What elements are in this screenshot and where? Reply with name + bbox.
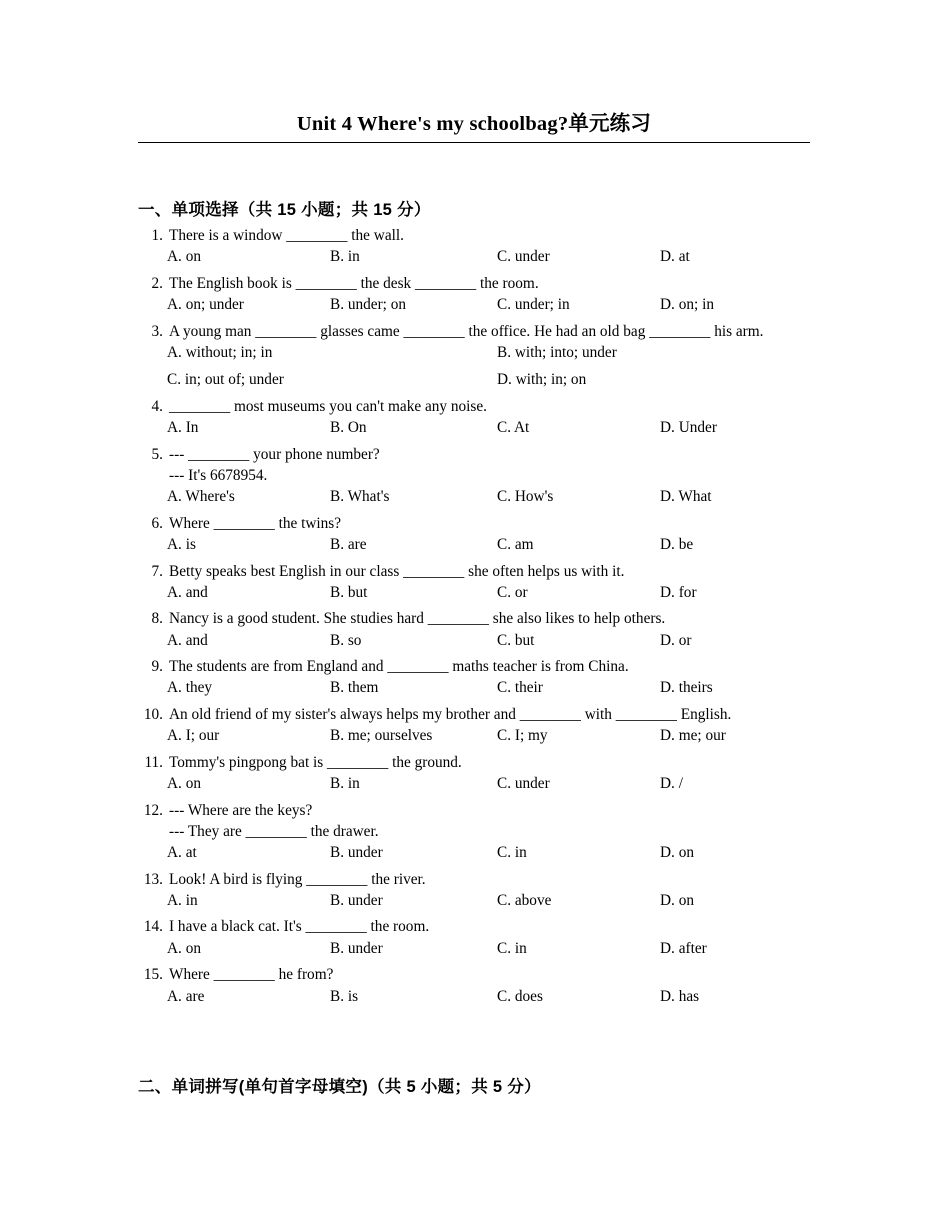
option-row bbox=[138, 893, 838, 912]
question-item bbox=[138, 919, 838, 959]
question-option[interactable]: B. under bbox=[330, 939, 383, 957]
option-row bbox=[138, 845, 838, 864]
question-option[interactable]: C. in; out of; under bbox=[167, 370, 284, 388]
question-option[interactable]: C. in bbox=[497, 844, 527, 862]
question-item bbox=[138, 447, 838, 509]
question-option[interactable]: A. on; under bbox=[167, 296, 244, 314]
question-option[interactable]: C. their bbox=[497, 679, 543, 697]
question-option[interactable]: B. in bbox=[330, 248, 360, 266]
question-item bbox=[138, 324, 838, 391]
question-option[interactable]: A. on bbox=[167, 775, 201, 793]
question-option[interactable]: B. under bbox=[330, 844, 383, 862]
question-stem bbox=[138, 447, 838, 462]
question-number: 1. bbox=[151, 227, 163, 244]
question-stem bbox=[138, 276, 838, 291]
question-text: The students are from England and ________ maths teacher is from China. bbox=[169, 658, 629, 676]
question-number: 12. bbox=[143, 801, 163, 819]
question-option[interactable]: B. What's bbox=[330, 488, 390, 506]
question-option[interactable]: D. be bbox=[660, 536, 694, 554]
question-item bbox=[138, 516, 838, 556]
question-stem bbox=[138, 611, 838, 626]
question-option[interactable]: D. with; in; on bbox=[497, 370, 587, 388]
question-option[interactable]: C. under; in bbox=[497, 296, 570, 314]
question-stem-line2: --- It's 6678954. bbox=[169, 466, 268, 484]
question-option[interactable]: D. What bbox=[660, 488, 712, 506]
question-option[interactable]: A. I; our bbox=[167, 727, 220, 745]
question-stem bbox=[138, 659, 838, 674]
question-option[interactable]: A. is bbox=[167, 536, 196, 554]
question-stem bbox=[138, 967, 838, 982]
option-row bbox=[138, 345, 838, 364]
question-number: 10. bbox=[143, 705, 163, 723]
question-text: There is a window ________ the wall. bbox=[169, 227, 404, 244]
question-option[interactable]: B. so bbox=[330, 631, 362, 649]
question-option[interactable]: D. on bbox=[660, 844, 694, 862]
question-stem bbox=[138, 399, 838, 414]
question-number: 9. bbox=[151, 658, 163, 676]
question-item bbox=[138, 707, 838, 747]
question-option[interactable]: D. theirs bbox=[660, 679, 713, 697]
question-stem bbox=[138, 564, 838, 579]
question-option[interactable]: C. in bbox=[497, 939, 527, 957]
question-number: 13. bbox=[143, 870, 163, 888]
question-number: 3. bbox=[151, 322, 163, 340]
question-item bbox=[138, 399, 838, 439]
question-option[interactable]: C. under bbox=[497, 775, 550, 793]
question-option[interactable]: B. under; on bbox=[330, 296, 407, 314]
question-text: The English book is ________ the desk ________ the room. bbox=[169, 274, 539, 292]
question-stem bbox=[138, 324, 838, 339]
question-option[interactable]: D. or bbox=[660, 631, 692, 649]
question-number: 6. bbox=[151, 514, 163, 532]
question-stem bbox=[138, 228, 838, 243]
question-number: 8. bbox=[151, 610, 163, 628]
question-stem bbox=[138, 803, 838, 818]
question-text: Betty speaks best English in our class ________ she often helps us with it. bbox=[169, 562, 625, 580]
question-number: 2. bbox=[151, 274, 163, 292]
question-stem-line2: --- They are ________ the drawer. bbox=[169, 822, 379, 840]
question-stem bbox=[138, 872, 838, 887]
question-item bbox=[138, 564, 838, 604]
question-item bbox=[138, 872, 838, 912]
question-option[interactable]: C. am bbox=[497, 536, 534, 554]
question-option[interactable]: A. Where's bbox=[167, 488, 235, 506]
question-number: 15. bbox=[143, 966, 163, 984]
question-option[interactable]: D. after bbox=[660, 939, 707, 957]
question-item bbox=[138, 803, 838, 865]
question-text: Nancy is a good student. She studies hard ________ she also likes to help others. bbox=[169, 610, 666, 628]
question-option[interactable]: B. in bbox=[330, 775, 360, 793]
option-row bbox=[138, 989, 838, 1008]
option-row bbox=[138, 420, 838, 439]
question-text: Tommy's pingpong bat is ________ the ground. bbox=[169, 753, 462, 771]
question-text: Where ________ he from? bbox=[169, 966, 334, 984]
question-option[interactable]: A. and bbox=[167, 583, 208, 601]
question-text: --- Where are the keys? bbox=[169, 801, 313, 819]
question-option[interactable]: A. and bbox=[167, 631, 208, 649]
question-item bbox=[138, 659, 838, 699]
question-option[interactable]: B. but bbox=[330, 583, 368, 601]
question-option[interactable]: D. on bbox=[660, 891, 694, 909]
question-text: A young man ________ glasses came ________ the office. He had an old bag ________ his arm. bbox=[169, 322, 764, 340]
question-option[interactable]: A. in bbox=[167, 891, 198, 909]
question-option[interactable]: A. without; in; in bbox=[167, 343, 273, 361]
question-option[interactable]: A. they bbox=[167, 679, 213, 697]
question-stem bbox=[138, 755, 838, 770]
question-number: 5. bbox=[151, 445, 163, 463]
question-option[interactable]: C. I; my bbox=[497, 727, 548, 745]
question-stem bbox=[138, 919, 838, 934]
question-option[interactable]: C. under bbox=[497, 248, 550, 266]
option-row bbox=[138, 941, 838, 960]
question-option[interactable]: D. Under bbox=[660, 419, 717, 437]
question-option[interactable]: A. at bbox=[167, 844, 197, 862]
page-title: Unit 4 Where's my schoolbag?单元练习 bbox=[296, 113, 652, 135]
question-option[interactable]: C. How's bbox=[497, 488, 554, 506]
question-option[interactable]: D. on; in bbox=[660, 296, 714, 314]
question-option[interactable]: B. with; into; under bbox=[497, 343, 617, 361]
option-row bbox=[138, 680, 838, 699]
option-row bbox=[138, 297, 838, 316]
question-option[interactable]: D. for bbox=[660, 583, 697, 601]
question-option[interactable]: C. but bbox=[497, 631, 535, 649]
question-option[interactable]: A. on bbox=[167, 248, 201, 266]
question-option[interactable]: D. at bbox=[660, 248, 690, 266]
question-text: --- ________ your phone number? bbox=[169, 445, 380, 463]
title-block bbox=[138, 112, 810, 143]
option-row bbox=[138, 537, 838, 556]
option-row bbox=[138, 372, 838, 391]
question-item bbox=[138, 967, 838, 1007]
question-option[interactable]: D. / bbox=[660, 775, 683, 793]
question-item bbox=[138, 228, 838, 268]
question-number: 4. bbox=[151, 397, 163, 415]
question-text: ________ most museums you can't make any noise. bbox=[169, 397, 488, 415]
option-row bbox=[138, 489, 838, 508]
question-stem bbox=[138, 707, 838, 722]
question-option[interactable]: B. On bbox=[330, 419, 367, 437]
question-text: An old friend of my sister's always helps my brother and ________ with ________ English. bbox=[169, 705, 732, 723]
question-text: I have a black cat. It's ________ the room. bbox=[169, 918, 430, 936]
question-text: Look! A bird is flying ________ the river. bbox=[169, 870, 426, 888]
option-row bbox=[138, 728, 838, 747]
question-option[interactable]: B. is bbox=[330, 987, 359, 1005]
title-divider bbox=[138, 142, 810, 143]
question-option[interactable]: A. In bbox=[167, 419, 199, 437]
question-list bbox=[138, 228, 838, 1015]
question-number: 14. bbox=[143, 918, 163, 936]
option-row bbox=[138, 585, 838, 604]
question-option[interactable]: B. them bbox=[330, 679, 379, 697]
question-item bbox=[138, 276, 838, 316]
option-row bbox=[138, 776, 838, 795]
question-number: 7. bbox=[151, 562, 163, 580]
question-option[interactable]: C. or bbox=[497, 583, 528, 601]
question-item bbox=[138, 755, 838, 795]
question-option[interactable]: B. under bbox=[330, 891, 383, 909]
question-option[interactable]: C. At bbox=[497, 419, 530, 437]
question-option[interactable]: A. on bbox=[167, 939, 201, 957]
question-option[interactable]: B. me; ourselves bbox=[330, 727, 433, 745]
question-number: 11. bbox=[144, 753, 163, 771]
section-heading-multiple-choice: 一、单项选择（共 15 小题；共 15 分） bbox=[138, 201, 431, 219]
question-item bbox=[138, 611, 838, 651]
question-text: Where ________ the twins? bbox=[169, 514, 342, 532]
question-option[interactable]: B. are bbox=[330, 536, 367, 554]
question-option[interactable]: A. are bbox=[167, 987, 205, 1005]
option-row bbox=[138, 249, 838, 268]
option-row bbox=[138, 633, 838, 652]
question-option[interactable]: C. above bbox=[497, 891, 552, 909]
section-heading-word-spelling: 二、单词拼写(单句首字母填空)（共 5 小题；共 5 分） bbox=[138, 1078, 541, 1096]
question-option[interactable]: D. me; our bbox=[660, 727, 726, 745]
question-option[interactable]: C. does bbox=[497, 987, 543, 1005]
question-stem bbox=[138, 516, 838, 531]
question-option[interactable]: D. has bbox=[660, 987, 700, 1005]
